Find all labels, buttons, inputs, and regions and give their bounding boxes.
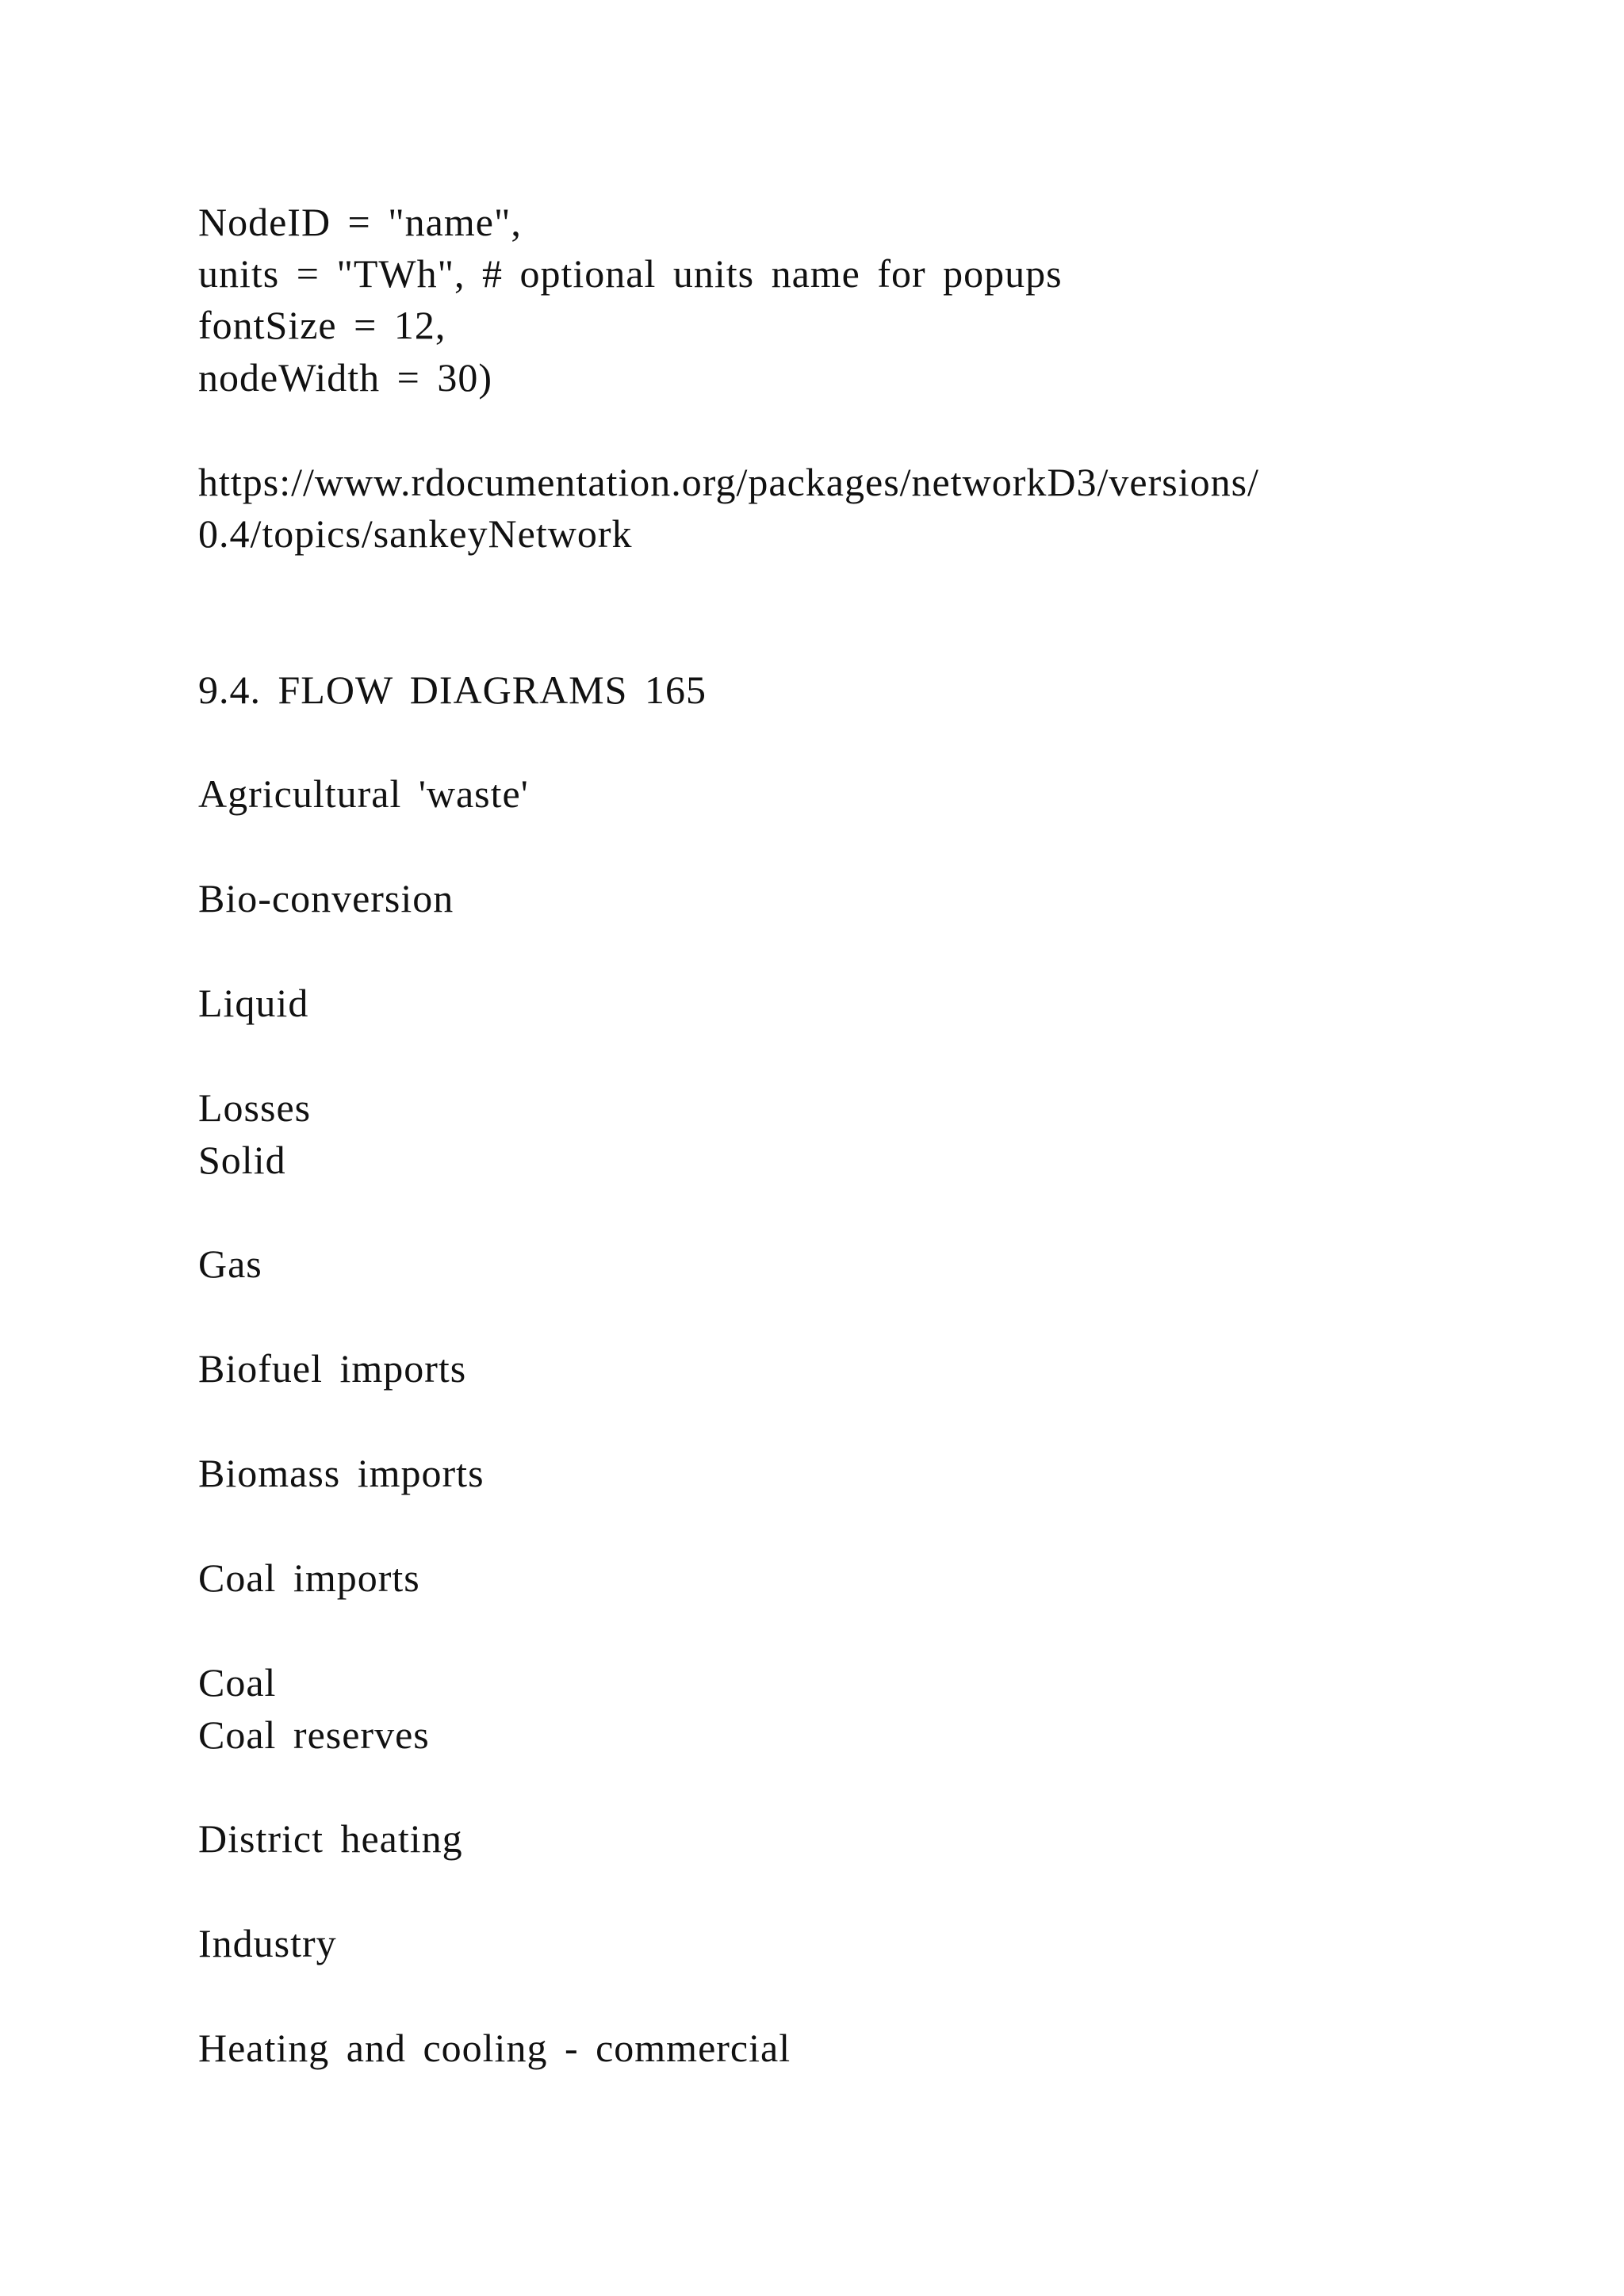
code-line-units: units = "TWh", # optional units name for popups [198,251,1063,296]
node-label: Gas [198,1242,262,1286]
node-label: Solid [198,1138,286,1182]
code-line-fontsize: fontSize = 12, [198,303,446,347]
code-line-nodeid: NodeID = "name", [198,200,522,244]
url-line-1: https://www.rdocumentation.org/packages/networkD3/versions/ [198,460,1259,504]
node-label: Industry [198,1921,337,1965]
node-label: Coal [198,1660,277,1705]
url-line-2: 0.4/topics/sankeyNetwork [198,511,633,556]
section-header: 9.4. FLOW DIAGRAMS 165 [198,668,707,712]
node-label: Biomass imports [198,1451,485,1495]
node-label: Losses [198,1085,312,1130]
node-label: Bio-conversion [198,876,454,920]
node-label: District heating [198,1816,463,1861]
node-label: Liquid [198,981,309,1025]
node-label: Coal reserves [198,1712,430,1757]
node-label: Coal imports [198,1556,420,1600]
node-label: Biofuel imports [198,1346,467,1391]
node-label: Heating and cooling - commercial [198,2026,791,2070]
code-line-nodewidth: nodeWidth = 30) [198,355,493,400]
node-label: Agricultural 'waste' [198,771,529,816]
